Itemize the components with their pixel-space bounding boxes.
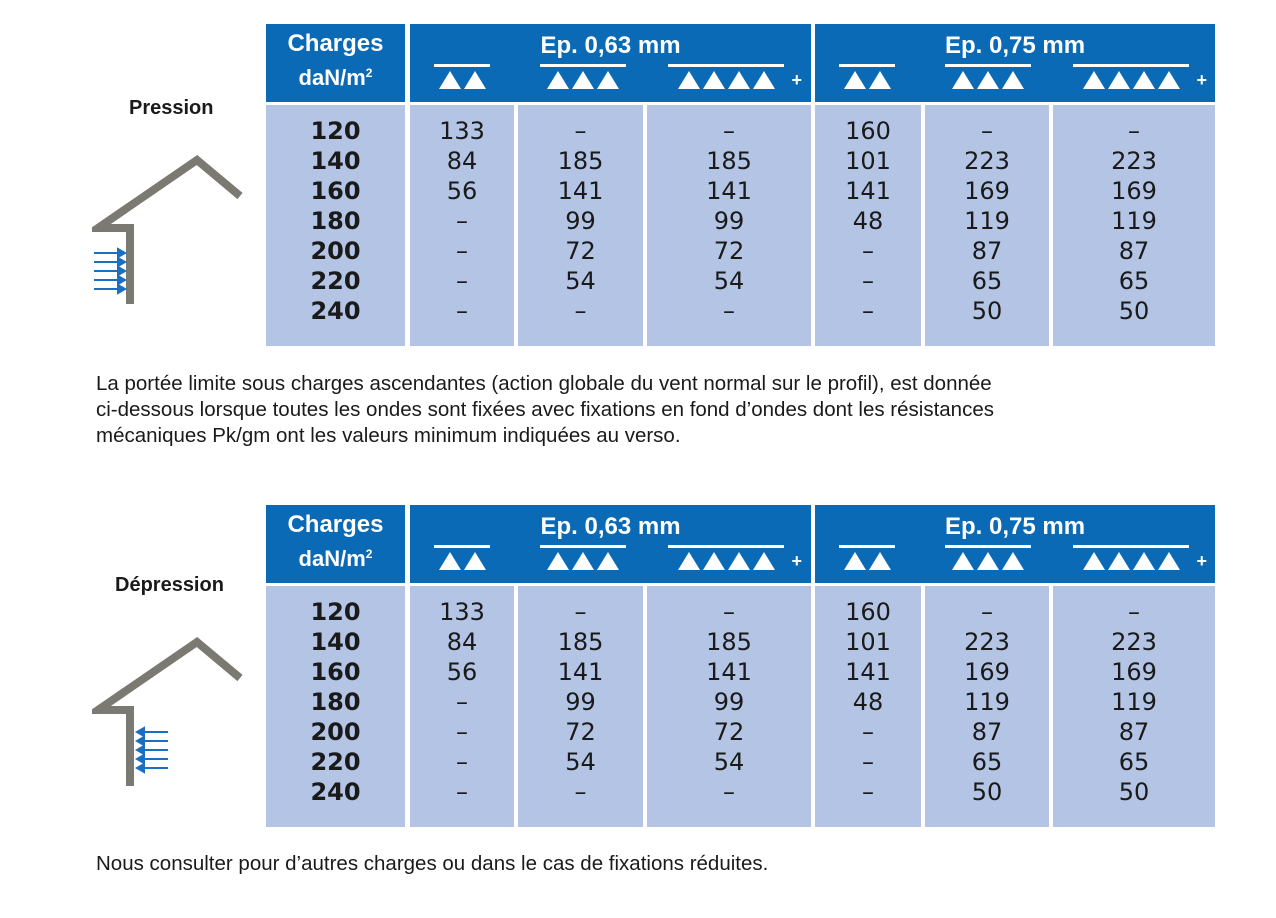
cell: 72: [565, 237, 596, 265]
cell: 185: [557, 147, 604, 175]
column-063-two-supports: [410, 597, 514, 807]
cell: 169: [964, 177, 1010, 205]
cell: 223: [1111, 628, 1157, 656]
cell: –: [456, 778, 468, 806]
cell: 141: [706, 177, 752, 205]
cell: 133: [439, 598, 485, 626]
cell: 141: [557, 658, 604, 686]
cell: –: [574, 598, 587, 626]
header-group-075: [815, 505, 1215, 583]
cell: –: [862, 237, 874, 265]
charges-title: Charges: [287, 30, 384, 57]
column-075-two-supports: [815, 116, 921, 326]
cell: 56: [446, 658, 478, 686]
house-depression-icon: [92, 632, 252, 792]
cell: –: [723, 778, 735, 806]
cell: –: [1128, 598, 1140, 626]
cell: –: [862, 267, 874, 295]
cell: –: [456, 237, 468, 265]
header-group-063: [410, 505, 811, 583]
paragraph-ascending-loads: La portée limite sous charges ascendantes (action globale du vent normal sur le profil), est donnée ci-dessous lorsque toutes les ondes sont fixées avec fixations en fond d’ondes dont les résistances mécaniques Pk/gm ont les valeurs minimum indiquées au verso.: [96, 372, 994, 447]
house-pressure-icon: [92, 150, 252, 310]
column-075-three-supports: [925, 116, 1049, 326]
cell: 200: [310, 718, 361, 746]
cell: 101: [845, 147, 891, 175]
cell: 119: [1111, 688, 1157, 716]
three-supports-icon: [540, 545, 626, 575]
cell: 99: [713, 688, 745, 716]
two-supports-icon: [839, 64, 895, 94]
cell: 119: [964, 688, 1010, 716]
cell: 48: [852, 207, 884, 235]
cell: –: [981, 598, 993, 626]
four-plus-supports-icon: +: [1073, 545, 1189, 575]
cell: –: [456, 718, 468, 746]
column-075-two-supports: [815, 597, 921, 807]
cell: 160: [310, 658, 361, 686]
cell: 87: [1118, 237, 1150, 265]
cell: 50: [1118, 778, 1150, 806]
cell: –: [981, 117, 993, 145]
two-supports-icon: [839, 545, 895, 575]
column-075-three-supports: [925, 597, 1049, 807]
cell: 54: [565, 748, 596, 776]
cell: 101: [845, 628, 891, 656]
cell: 54: [565, 267, 596, 295]
cell: 56: [446, 177, 478, 205]
group-title-075: Ep. 0,75 mm: [944, 513, 1086, 540]
cell: 87: [971, 718, 1003, 746]
cell: –: [574, 117, 587, 145]
cell: 140: [310, 147, 361, 175]
cell: 50: [971, 297, 1003, 325]
cell: 220: [310, 748, 361, 776]
cell: 160: [845, 598, 891, 626]
cell: –: [723, 598, 735, 626]
charges-title: Charges: [287, 511, 384, 538]
column-075-four-plus-supports: [1053, 597, 1215, 807]
cell: 141: [706, 658, 752, 686]
cell: 65: [1118, 267, 1150, 295]
cell: 240: [310, 778, 361, 806]
cell: 119: [1111, 207, 1157, 235]
cell: 185: [557, 628, 604, 656]
cell: 87: [1118, 718, 1150, 746]
cell: 140: [310, 628, 361, 656]
group-title-075: Ep. 0,75 mm: [944, 32, 1086, 59]
cell: 50: [1118, 297, 1150, 325]
cell: 141: [557, 177, 604, 205]
cell: 120: [310, 598, 361, 626]
cell: 240: [310, 297, 361, 325]
cell: 220: [310, 267, 361, 295]
cell: –: [1128, 117, 1140, 145]
cell: 160: [310, 177, 361, 205]
column-charges: [266, 116, 405, 326]
two-supports-icon: [434, 64, 490, 94]
cell: 99: [713, 207, 745, 235]
four-plus-supports-icon: +: [668, 64, 784, 94]
cell: –: [862, 748, 874, 776]
cell: 223: [1111, 147, 1157, 175]
column-charges: [266, 597, 405, 807]
column-063-two-supports: [410, 116, 514, 326]
cell: –: [862, 778, 874, 806]
cell: –: [456, 748, 468, 776]
cell: –: [574, 297, 587, 325]
header-charges: [266, 24, 405, 102]
charges-unit: daN/$m^2$: [298, 65, 373, 90]
cell: 65: [1118, 748, 1150, 776]
cell: –: [456, 688, 468, 716]
four-plus-supports-icon: +: [1073, 64, 1189, 94]
cell: –: [456, 267, 468, 295]
cell: 223: [964, 147, 1010, 175]
three-supports-icon: [945, 545, 1031, 575]
cell: 50: [971, 778, 1003, 806]
column-063-three-supports: [518, 597, 643, 807]
group-title-063: Ep. 0,63 mm: [540, 513, 681, 540]
cell: 169: [1111, 177, 1157, 205]
charges-unit: daN/$m^2$: [298, 546, 373, 571]
paragraph-contact-note: Nous consulter pour d’autres charges ou dans le cas de fixations réduites.: [96, 852, 769, 875]
load-table-depression: [266, 505, 1215, 827]
cell: 99: [565, 207, 596, 235]
cell: 223: [964, 628, 1010, 656]
group-title-063: Ep. 0,63 mm: [540, 32, 681, 59]
cell: 185: [706, 628, 752, 656]
cell: 141: [845, 177, 891, 205]
column-063-three-supports: [518, 116, 643, 326]
cell: 120: [310, 117, 361, 145]
cell: 72: [713, 718, 745, 746]
column-075-four-plus-supports: [1053, 116, 1215, 326]
load-table-pression: [266, 24, 1215, 346]
cell: –: [723, 117, 735, 145]
cell: 133: [439, 117, 485, 145]
cell: 99: [565, 688, 596, 716]
column-063-four-plus-supports: [647, 116, 811, 326]
cell: 169: [1111, 658, 1157, 686]
cell: 180: [310, 207, 361, 235]
cell: –: [456, 207, 468, 235]
column-063-four-plus-supports: [647, 597, 811, 807]
cell: –: [862, 297, 874, 325]
cell: 54: [713, 748, 745, 776]
cell: 72: [713, 237, 745, 265]
cell: 65: [971, 267, 1003, 295]
cell: 169: [964, 658, 1010, 686]
cell: 87: [971, 237, 1003, 265]
header-charges: [266, 505, 405, 583]
section-label-pression: Pression: [129, 97, 214, 119]
section-label-depression: Dépression: [115, 574, 224, 596]
cell: –: [456, 297, 468, 325]
cell: 72: [565, 718, 596, 746]
cell: 119: [964, 207, 1010, 235]
cell: 200: [310, 237, 361, 265]
header-group-063: [410, 24, 811, 102]
cell: 65: [971, 748, 1003, 776]
two-supports-icon: [434, 545, 490, 575]
cell: 84: [446, 628, 478, 656]
cell: 84: [446, 147, 478, 175]
cell: 160: [845, 117, 891, 145]
cell: 185: [706, 147, 752, 175]
cell: 141: [845, 658, 891, 686]
four-plus-supports-icon: +: [668, 545, 784, 575]
three-supports-icon: [540, 64, 626, 94]
cell: 54: [713, 267, 745, 295]
header-group-075: [815, 24, 1215, 102]
cell: 180: [310, 688, 361, 716]
cell: –: [574, 778, 587, 806]
three-supports-icon: [945, 64, 1031, 94]
cell: –: [723, 297, 735, 325]
cell: 48: [852, 688, 884, 716]
cell: –: [862, 718, 874, 746]
